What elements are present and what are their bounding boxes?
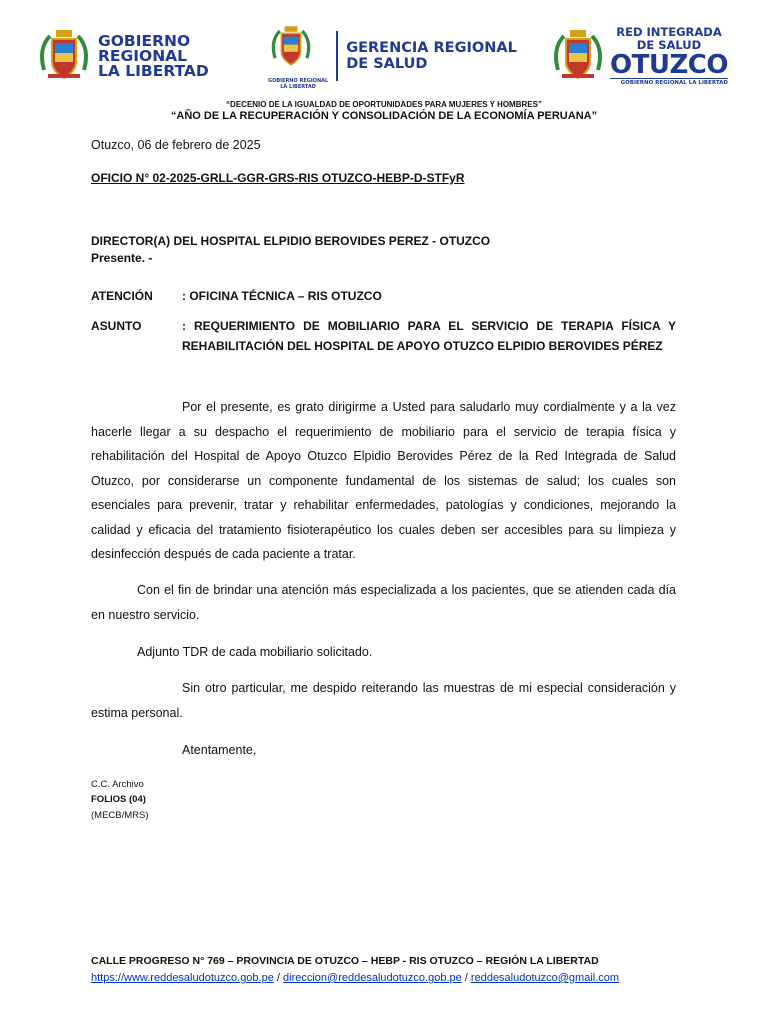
decade-heading: “DECENIO DE LA IGUALDAD DE OPORTUNIDADES PARA MUJERES Y HOMBRES” [226,100,542,109]
atencion-field [91,286,676,306]
footer-address: CALLE PROGRESO N° 769 – PROVINCIA DE OTUZCO – HEBP - RIS OTUZCO – REGIÓN LA LIBERTAD [91,955,599,967]
gerencia-regional-logo [268,24,517,88]
year-heading: “AÑO DE LA RECUPERACIÓN Y CONSOLIDACIÓN DE LA ECONOMÍA PERUANA” [170,110,598,122]
body-paragraph-4: Sin otro particular, me despido reiterando las muestras de mi especial consideración y estima personal. [91,681,676,720]
initials: (MECB/MRS) [91,810,149,821]
logo3-line3: OTUZCO [610,49,728,80]
closing: Atentamente, [182,743,257,757]
asunto-field [91,316,676,356]
oficio-number: OFICIO N° 02-2025-GRLL-GGR-GRS-RIS OTUZCO-HEBP-D-STFyR [91,171,465,185]
body-paragraph-2: Con el fin de brindar una atención más especializada a los pacientes, que se atienden cada día en nuestro servicio. [91,583,676,622]
atencion-label: ATENCIÓN [91,289,153,303]
gmail-email-link[interactable]: reddesaludotuzco@gmail.com [470,972,620,984]
folios: FOLIOS (04) [91,794,146,805]
logo1-line3: LA LIBERTAD [98,61,209,80]
coat-of-arms-icon [38,26,90,86]
cc-archivo: C.C. Archivo [91,779,144,790]
footer-links [91,972,619,984]
logo2-sub1: GOBIERNO REGIONAL [268,77,329,84]
logo2-line1: GERENCIA REGIONAL [346,40,517,56]
red-integrada-otuzco-logo [552,24,728,88]
asunto-label: ASUNTO [91,319,142,333]
separator: / [461,972,471,984]
separator: / [273,972,284,984]
logo3-line2: DE SALUD [636,37,702,52]
coat-of-arms-icon [268,23,314,71]
body-paragraph-1: Por el presente, es grato dirigirme a Usted para saludarlo muy cordialmente y a la vez hacerle llegar a su despacho el requerimiento de mobiliario para el servicio de terapia física y rehabilitación del Hospital de Apoyo Otuzco Elpidio Berovides Pérez de la Red Integrada de Salud Otuzco, por considerarse un componente fundamental de los sistemas de salud; los cuales son esenciales para prevenir, tratar y rehabilitar enfermedades, patologías y condiciones, mejorando la calidad y eficacia del tratamiento fisioterapéutico los cuales deben ser accesibles para su limpieza y desinfección después de cada paciente a tratar. [91,400,676,561]
recipient-block [91,233,676,267]
logo2-line2: DE SALUD [346,56,428,72]
atencion-value: : OFICINA TÉCNICA – RIS OTUZCO [182,289,382,303]
logo1-line2: REGIONAL [98,46,188,65]
logo2-sub2: LA LIBERTAD [280,83,316,90]
asunto-value: : REQUERIMIENTO DE MOBILIARIO PARA EL SERVICIO DE TERAPIA FÍSICA Y REHABILITACIÓN DEL HOSPITAL DE APOYO OTUZCO ELPIDIO BEROVIDES PÉREZ [182,319,676,353]
body-paragraph-3: Adjunto TDR de cada mobiliario solicitado. [137,645,373,659]
direccion-email-link[interactable]: direccion@reddesaludotuzco.gob.pe [283,972,462,984]
presente: Presente. - [91,251,153,265]
letter-date: Otuzco, 06 de febrero de 2025 [91,138,261,152]
website-link[interactable]: https://www.reddesaludotuzco.gob.pe [91,972,274,984]
gobierno-regional-logo [38,24,209,88]
recipient-name: DIRECTOR(A) DEL HOSPITAL ELPIDIO BEROVIDES PEREZ - OTUZCO [91,234,491,248]
logo-divider [336,31,338,81]
coat-of-arms-icon [552,26,604,86]
logo3-line4: GOBIERNO REGIONAL LA LIBERTAD [610,78,728,87]
logo3-line1: RED INTEGRADA [616,24,722,39]
logo1-line1: GOBIERNO [98,31,191,50]
